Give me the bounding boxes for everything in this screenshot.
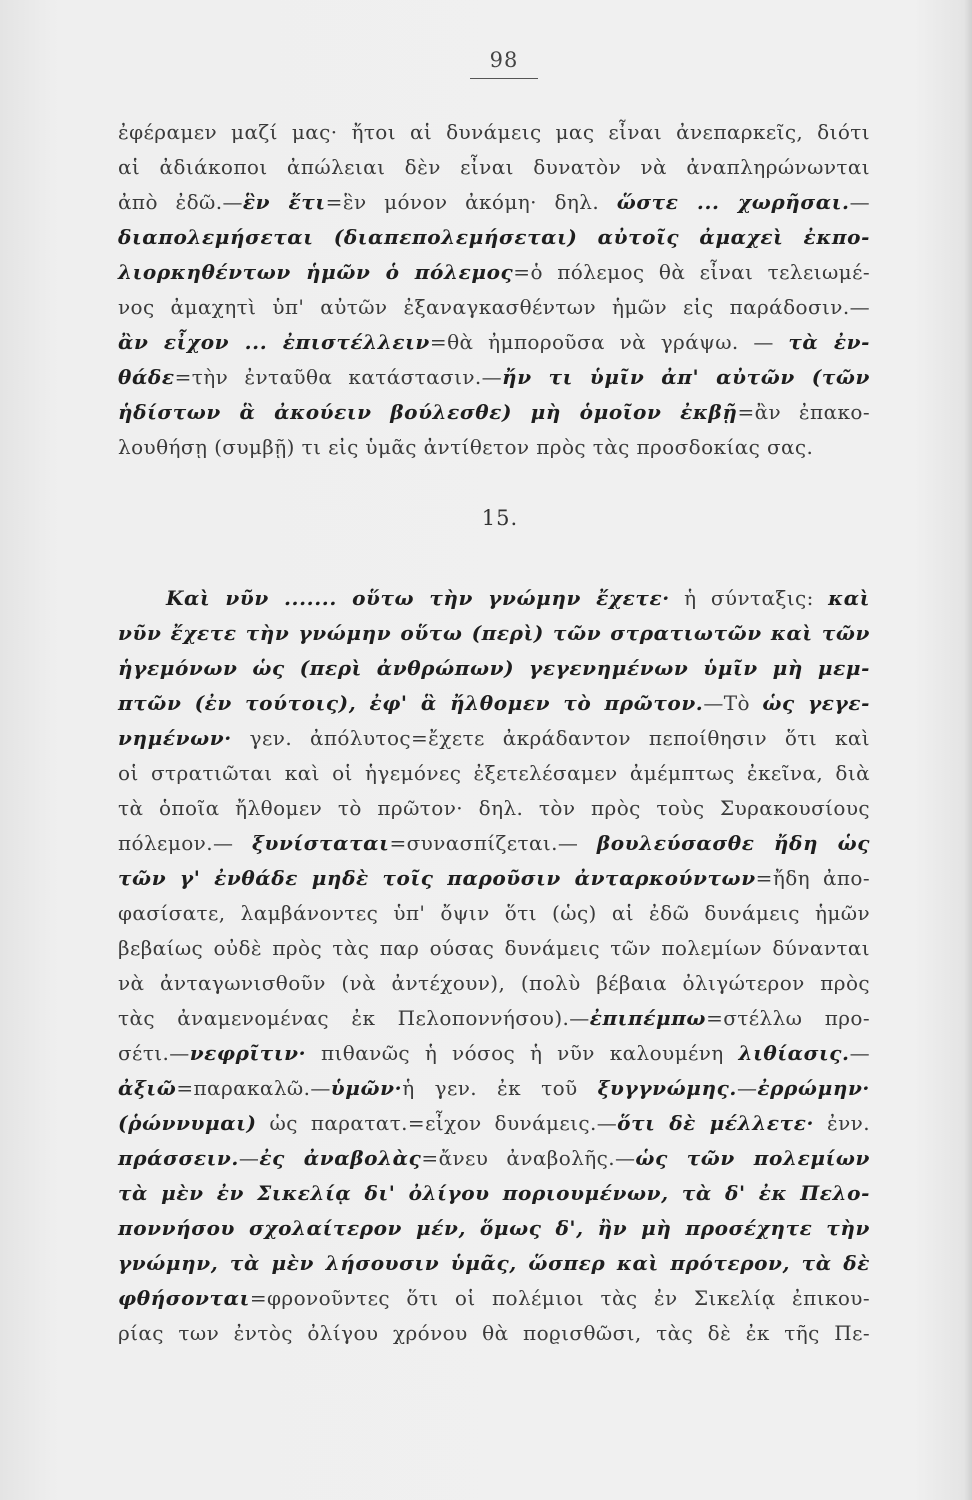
text-line: φθήσονται=φρονοῦντες ὅτι οἱ πολέμιοι τὰς ἐν Σικελίᾳ ἐπικου- (118, 1286, 870, 1310)
text-line: ἡδίστων ἃ ἀκούειν βούλεσθε) μὴ ὁμοῖον ἐκβῇ=ἂν ἐπακο- (118, 400, 870, 424)
text-line: λουθήσῃ (συμβῇ) τι εἰς ὑμᾶς ἀντίθετον πρὸς τὰς προσδοκίας σας. (118, 435, 814, 459)
text-line: πόλεμον.— ξυνίσταται=συνασπίζεται.— βουλεύσασθε ἤδη ὡς (118, 831, 870, 855)
text-line: νος ἀμαχητὶ ὑπ' αὐτῶν ἐξαναγκασθέντων ἡμῶν εἰς παράδοσιν.— (118, 295, 870, 319)
text-line: αἱ ἀδιάκοποι ἀπώλειαι δὲν εἶναι δυνατὸν νὰ ἀναπληρώνωνται (118, 155, 870, 179)
text-line: σέτι.—νεφρῖτιν· πιθανῶς ἡ νόσος ἡ νῦν καλουμένη λιθίασις.— (118, 1041, 870, 1065)
section-number: 15. (481, 506, 519, 530)
text-line: (ῥώννυμαι) ὡς παρατατ.=εἶχον δυνάμεις.—ὅτι δὲ μέλλετε· ἐνν. (118, 1111, 870, 1135)
text-line: τὰ ὁποῖα ἤλθομεν τὸ πρῶτον· δηλ. τὸν πρὸς τοὺς Συρακουσίους (118, 796, 870, 820)
text-line: ἐφέραμεν μαζί μας· ἤτοι αἱ δυνάμεις μας εἶναι ἀνεπαρκεῖς, διότι (118, 120, 870, 144)
page-number: 98 (489, 48, 519, 72)
text-line: γνώμην, τὰ μὲν λήσουσιν ὑμᾶς, ὥσπερ καὶ πρότερον, τὰ δὲ (118, 1251, 870, 1275)
text-line: λιορκηθέντων ἡμῶν ὁ πόλεμος=ὁ πόλεμος θὰ εἶναι τελειωμέ- (118, 260, 870, 284)
text-line: νὰ ἀνταγωνισθοῦν (νὰ ἀντέχουν), (πολὺ βέβαια ὀλιγώτερον πρὸς (118, 971, 870, 995)
text-line: Καὶ νῦν ....... οὕτω τὴν γνώμην ἔχετε· ἡ σύνταξις: καὶ (166, 586, 870, 610)
text-line: νημένων· γεν. ἀπόλυτος=ἔχετε ἀκράδαντον πεποίθησιν ὅτι καὶ (118, 726, 870, 750)
text-line: οἱ στρατιῶται καὶ οἱ ἡγεμόνες ἐξετελέσαμεν ἀμέμπτως ἐκεῖνα, διὰ (118, 761, 870, 785)
text-line: ἀπὸ ἐδῶ.—ἓν ἔτι=ἓν μόνον ἀκόμη· δηλ. ὥστε ... χωρῆσαι.— (118, 190, 870, 214)
text-line: φασίσατε, λαμβάνοντες ὑπ' ὄψιν ὅτι (ὡς) αἱ ἐδῶ δυνάμεις ἡμῶν (118, 901, 870, 925)
text-line: ἡγεμόνων ὡς (περὶ ἀνθρώπων) γεγενημένων ὑμῖν μὴ μεμ- (118, 656, 870, 680)
page-number-rule (470, 78, 538, 79)
text-line: ποννήσου σχολαίτερον μέν, ὅμως δ', ἢν μὴ προσέχητε τὴν (118, 1216, 870, 1240)
text-line: τῶν γ' ἐνθάδε μηδὲ τοῖς παροῦσιν ἀνταρκούντων=ἤδη ἀπο- (118, 866, 870, 890)
text-line: διαπολεμήσεται (διαπεπολεμήσεται) αὐτοῖς ἀμαχεὶ ἐκπο- (118, 225, 870, 249)
text-line: θάδε=τὴν ἐνταῦθα κατάστασιν.—ἤν τι ὑμῖν ἀπ' αὐτῶν (τῶν (118, 365, 870, 389)
text-line: πράσσειν.—ἐς ἀναβολὰς=ἄνευ ἀναβολῆς.—ὡς τῶν πολεμίων (118, 1146, 870, 1170)
text-line: τὰ μὲν ἐν Σικελίᾳ δι' ὀλίγου ποριουμένων, τὰ δ' ἐκ Πελο- (118, 1181, 870, 1205)
text-line: βεβαίως οὐδὲ πρὸς τὰς παρ ούσας δυνάμεις τῶν πολεμίων δύνανται (118, 936, 870, 960)
text-line: τὰς ἀναμενομένας ἐκ Πελοποννήσου).—ἐπιπέμπω=στέλλω προ- (118, 1006, 870, 1030)
text-line: ἂν εἶχον ... ἐπιστέλλειν=θὰ ἠμποροῦσα νὰ γράψω. — τὰ ἐν- (118, 330, 871, 354)
text-line: ρίας των ἐντὸς ὀλίγου χρόνου θὰ ποϱισθῶσι, τὰς δὲ ἐκ τῆς Πε- (118, 1321, 870, 1345)
text-line: ἀξιῶ=παρακαλῶ.—ὑμῶν·ἡ γεν. ἐκ τοῦ ξυγγνώμης.—ἐρρώμην· (118, 1076, 870, 1100)
text-line: νῦν ἔχετε τὴν γνώμην οὕτω (περὶ) τῶν στρατιωτῶν καὶ τῶν (118, 621, 870, 645)
binding-shadow (964, 0, 972, 1500)
text-line: πτῶν (ἐν τούτοις), ἐφ' ἃ ἤλθομεν τὸ πρῶτον.—Τὸ ὡς γεγε- (118, 691, 870, 715)
